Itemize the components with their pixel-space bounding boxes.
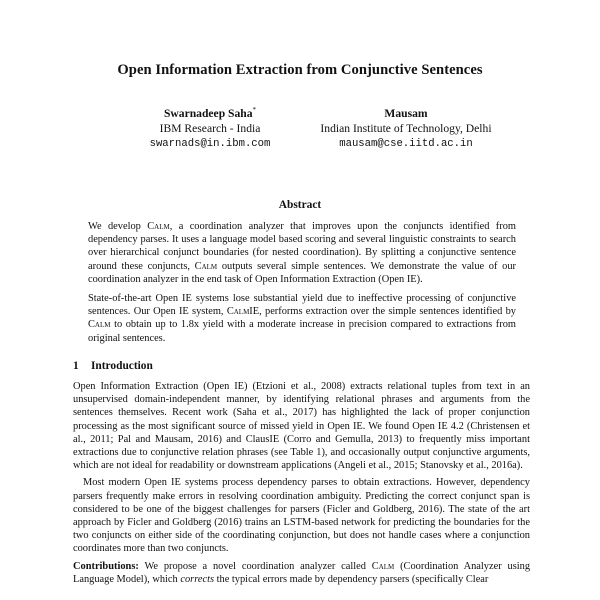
- author-affiliation: Indian Institute of Technology, Delhi: [320, 122, 492, 136]
- system-name: Calm: [194, 260, 218, 272]
- body-paragraph: Open Information Extraction (Open IE) (Etzioni et al., 2008) extracts relational tuples from text in an unsupervised domain-independent manner, by identifying relational phrases and arguments from the sentences themselves. Recent work (Saha et al., 2017) has highlighted the lack of proper conjunction processing as the most significant source of missed yield in Open IE. We found Open IE 4.2 (Christensen et al., 2011; Pal and Mausam, 2016) and ClausIE (Corro and Gemulla, 2013) to frequently miss important extractions due to conjunctive relation phrases (see Table 1), and occasionally output conjunctive arguments, which are not ideal for readability or downstream applications (Angeli et al., 2015; Stanovsky et al., 2016a).: [73, 381, 530, 472]
- system-name: Calm: [147, 221, 170, 232]
- abstract-paragraph: We develop Calm, a coordination analyzer that improves upon the conjuncts identified from dependency parses. It uses a language model based scoring and several linguistic constraints to search over hierarchical conjunct boundaries (for nested coordination). By splitting a conjunctive sentence around these conjuncts, Calm outputs several simple sentences. We demonstrate the value of our coordination analyzer in the end task of Open Information Extraction (Open IE).: [88, 221, 516, 285]
- author-email: swarnads@in.ibm.com: [149, 137, 271, 150]
- system-name: CalmIE: [226, 306, 260, 318]
- author-block-2: [281, 103, 531, 152]
- footnote-mark: *: [252, 106, 257, 114]
- author-affiliation: IBM Research - India: [159, 122, 261, 136]
- abstract-heading: Abstract: [278, 199, 322, 211]
- section-title: Introduction: [91, 360, 153, 372]
- abstract-paragraph: State-of-the-art Open IE systems lose substantial yield due to ineffective processing of conjunctive sentences. Our Open IE system, CalmIE, performs extraction over the simple sentences identified by Calm to obtain up to 1.8x yield with a moderate increase in precision compared to extractions from original sentences.: [88, 293, 516, 344]
- section-heading: [73, 360, 153, 372]
- system-name: Calm: [88, 319, 111, 331]
- section-body: [73, 380, 530, 590]
- section-number: 1: [73, 360, 79, 372]
- system-name: Calm: [371, 560, 395, 572]
- author-name: Swarnadeep Saha*: [163, 106, 257, 120]
- body-paragraph: Most modern Open IE systems process dependency parses to obtain extractions. However, dependency parsers frequently make errors in resolving coordination ambiguity. Predicting the correct conjunct span is considered to be one of the biggest challenges for parsers (Ficler and Goldberg, 2016). The state of the art approach by Ficler and Goldberg (2016) trains an LSTM-based network for predicting the boundaries for the two conjuncts on either side of the coordinating conjunction, but does not handle cases where a conjunction coordinates more than two conjuncts.: [73, 477, 530, 555]
- author-email: mausam@cse.iitd.ac.in: [339, 137, 473, 150]
- paper-title: Open Information Extraction from Conjunctive Sentences: [117, 62, 483, 78]
- run-in-heading: Contributions:: [73, 560, 139, 572]
- body-paragraph: Contributions: We propose a novel coordination analyzer called Calm (Coordination Analyzer using Language Model), which corrects the typical errors made by dependency parsers (specifically Clear: [73, 560, 531, 585]
- author-name: Mausam: [384, 106, 428, 120]
- abstract-body: [88, 220, 516, 351]
